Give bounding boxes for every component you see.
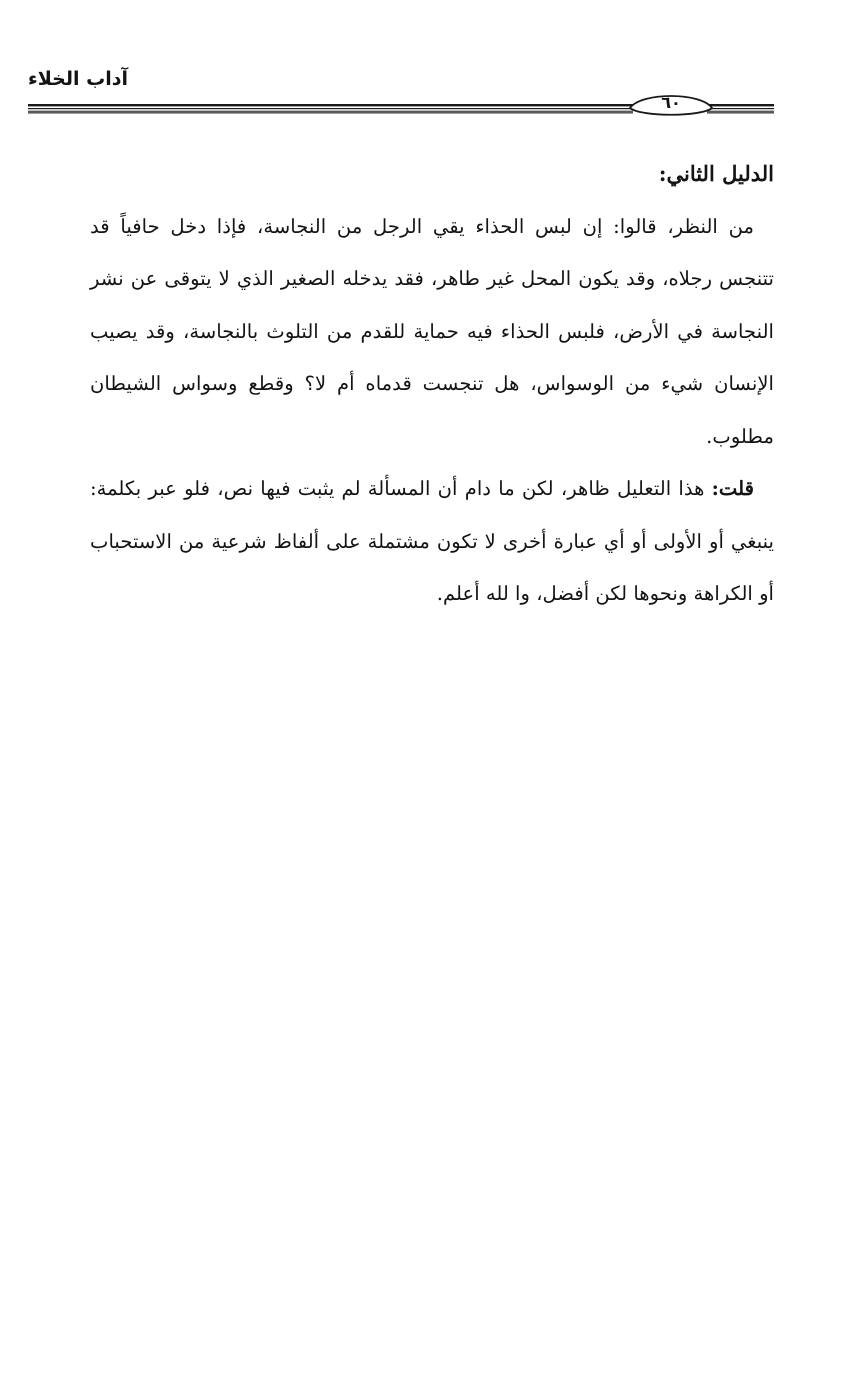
paragraph-comment <box>90 463 774 621</box>
book-title: آداب الخلاء <box>28 68 128 90</box>
page-number: ٦٠ <box>661 93 681 112</box>
page-body <box>90 148 774 621</box>
paragraph-text: من النظر، قالوا: إن لبس الحذاء يقي الرجل من النجاسة، فإذا دخل حافياً قد تتنجس رجلاه، وقد يكون المحل غير طاهر، فقد يدخله الصغير الذي لا يتوقى عن نشر النجاسة في الأرض، فلبس الحذاء فيه حماية للقدم من التلوث بالنجاسة، وقد يصيب الإنسان شيء من الوسواس، هل تنجست قدماه أم لا؟ وقطع وسواس الشيطان مطلوب. <box>90 214 774 448</box>
section-heading: الدليل الثاني: <box>658 161 774 186</box>
paragraph-text: هذا التعليل ظاهر، لكن ما دام أن المسألة لم يثبت فيها نص، فلو عبر بكلمة: ينبغي أو الأولى أو أي عبارة أخرى لا تكون مشتملة على ألفاظ شرعية من الاستحباب أو الكراهة ونحوها لكن أفضل، وا لله أعلم. <box>90 477 774 605</box>
paragraph-evidence <box>90 201 774 464</box>
paragraph-lead: قلت: <box>711 477 754 500</box>
running-head <box>0 66 868 126</box>
